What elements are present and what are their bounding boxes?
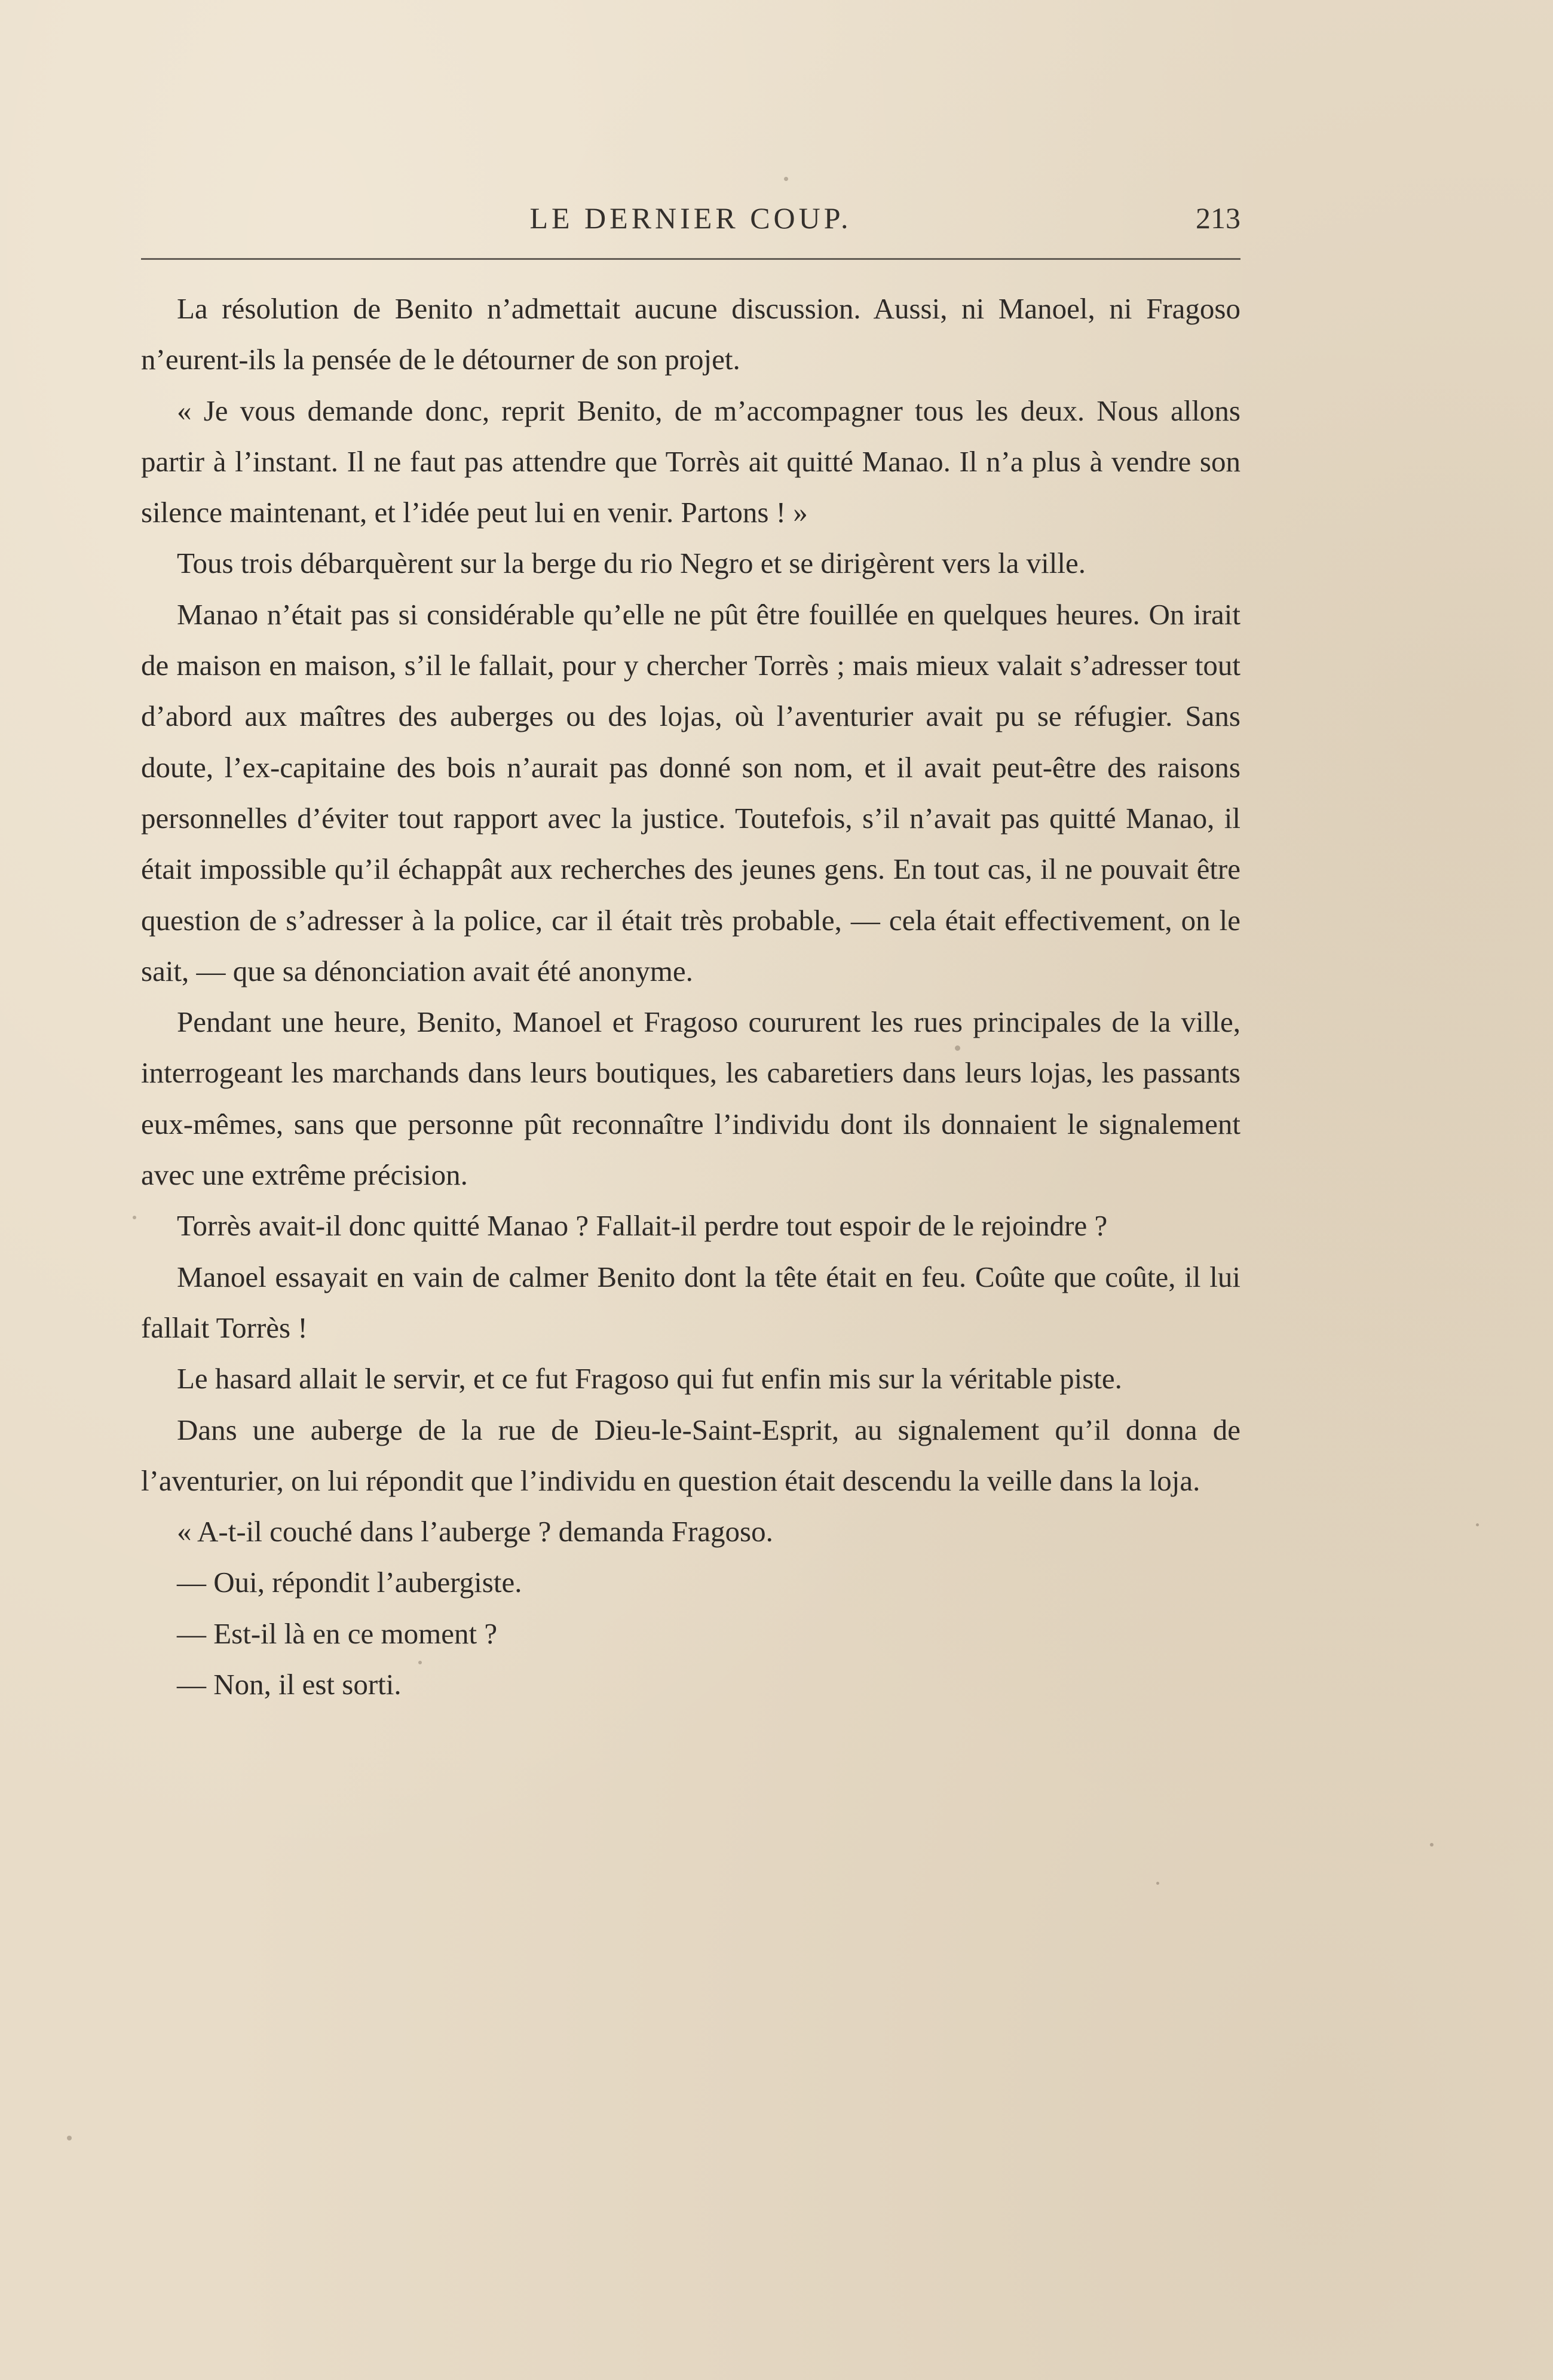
dialogue-line: — Oui, répondit l’aubergiste. (177, 1566, 522, 1599)
running-title: LE DERNIER COUP. (529, 201, 852, 235)
dialogue-line: — Est-il là en ce moment ? (177, 1617, 498, 1650)
paragraph: Tous trois débarquèrent sur la berge du rio Negro et se dirigèrent vers la ville. (177, 547, 1086, 580)
dialogue-line: « A-t-il couché dans l’auberge ? demanda Fragoso. (177, 1515, 773, 1548)
paragraph: Manoel essayait en vain de calmer Benito dont la tête était en feu. Coûte que coûte, il lui fallait Torrès ! (141, 1260, 1240, 1344)
paragraph: Dans une auberge de la rue de Dieu-le-Saint-Esprit, au signalement qu’il donna de l’aventurier, on lui répondit que l’individu en question était descendu la veille dans la loja. (141, 1413, 1240, 1497)
paragraph: Manao n’était pas si considérable qu’elle ne pût être fouillée en quelques heures. On irait de maison en maison, s’il le fallait, pour y chercher Torrès ; mais mieux valait s’adresser tout d’abord aux maîtres des auberges ou des lojas, où l’aventurier avait pu se réfugier. Sans doute, l’ex-capitaine des bois n’aurait pas donné son nom, et il avait peut-être des raisons personnelles d’éviter tout rapport avec la justice. Toutefois, s’il n’avait pas quitté Manao, il était impossible qu’il échappât aux recherches des jeunes gens. En tout cas, il ne pouvait être question de s’adresser à la police, car il était très probable, — cela était effectivement, on le sait, — que sa dénonciation avait été anonyme. (141, 597, 1240, 987)
paragraph: Le hasard allait le servir, et ce fut Fragoso qui fut enfin mis sur la véritable piste. (177, 1362, 1122, 1396)
paper-speck (67, 2136, 72, 2140)
paragraph: Pendant une heure, Benito, Manoel et Fragoso coururent les rues principales de la ville, interrogeant les marchands dans leurs boutiques, les cabaretiers dans leurs lojas, les passants eux-mêmes, sans que personne pût reconnaître l’individu dont ils donnaient le signalement avec une extrême précision. (141, 1005, 1240, 1192)
header-rule (141, 258, 1240, 260)
paper-speck (1156, 1882, 1159, 1885)
paper-speck (1476, 1523, 1479, 1526)
paragraph: Torrès avait-il donc quitté Manao ? Fallait-il perdre tout espoir de le rejoindre ? (177, 1209, 1108, 1243)
paragraph: « Je vous demande donc, reprit Benito, de m’accompagner tous les deux. Nous allons partir à l’instant. Il ne faut pas attendre que Torrès ait quitté Manao. Il n’a plus à vendre son silence maintenant, et l’idée peut lui en venir. Partons ! » (141, 394, 1240, 529)
page-header (141, 194, 1240, 242)
paragraph: La résolution de Benito n’admettait aucune discussion. Aussi, ni Manoel, ni Fragoso n’eurent-ils la pensée de le détourner de son projet. (141, 292, 1240, 376)
paper-speck (1430, 1843, 1433, 1847)
body-text (141, 283, 1240, 1710)
dialogue-line: — Non, il est sorti. (177, 1668, 402, 1701)
paper-speck (784, 177, 788, 181)
page-number: 213 (1196, 201, 1240, 235)
paper-speck (133, 1216, 136, 1219)
